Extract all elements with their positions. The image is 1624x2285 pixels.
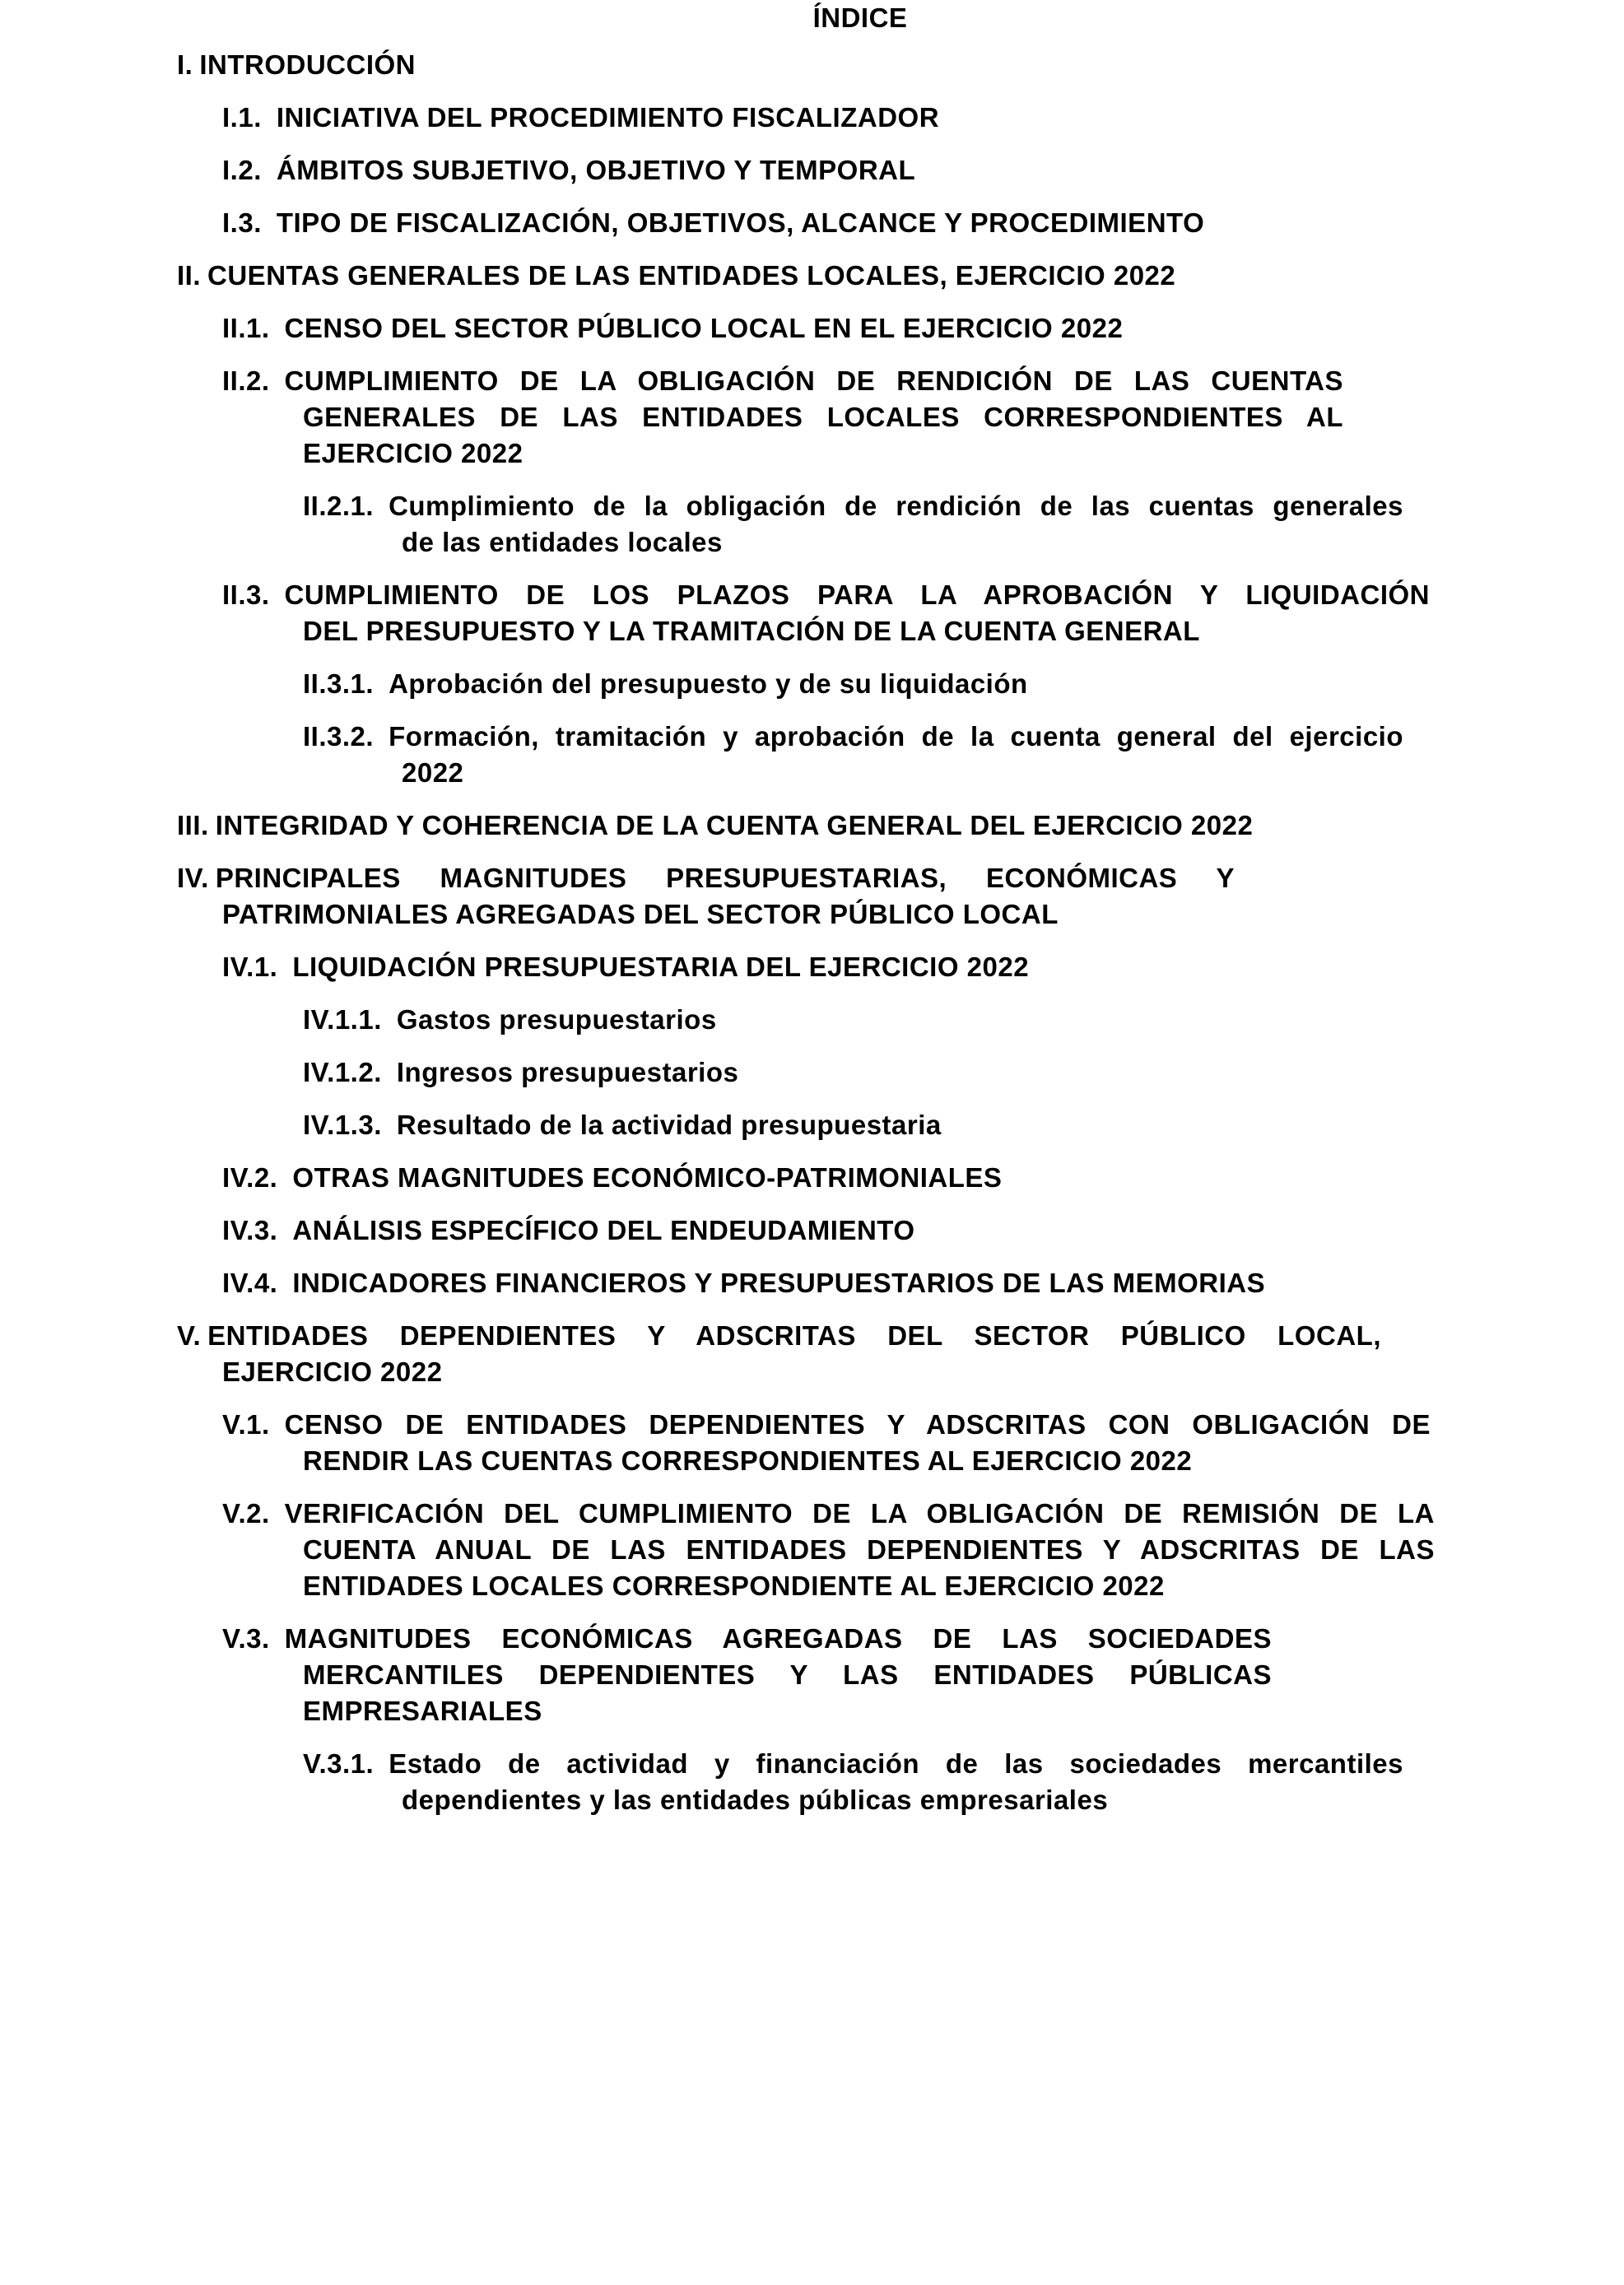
toc-entry-number: IV.1.1. — [303, 1004, 382, 1035]
toc-entry — [0, 100, 1624, 136]
number-text-gap — [262, 126, 277, 127]
toc-entry-number: II. — [177, 260, 202, 291]
toc-entry-line-first — [222, 577, 1430, 613]
toc-entry-number: V.2. — [222, 1498, 270, 1529]
toc-entry-line: 2022 — [402, 757, 464, 788]
toc-entry-text: Resultado de la actividad presupuestaria — [396, 1110, 942, 1140]
toc-entry-number: III. — [177, 810, 209, 840]
toc-entry-number: I.1. — [222, 102, 262, 133]
toc-entry — [0, 205, 1624, 241]
toc-entry-line-first — [222, 205, 1624, 241]
toc-entry-text: CUMPLIMIENTO DE LA OBLIGACIÓN DE RENDICIÓN DE LAS CUENTAS — [284, 365, 1343, 396]
number-text-gap — [374, 514, 389, 515]
toc-entry-text: Cumplimiento de la obligación de rendición de las cuentas generales — [389, 491, 1403, 521]
toc-entry-text: TIPO DE FISCALIZACIÓN, OBJETIVOS, ALCANCE Y PROCEDIMIENTO — [276, 207, 1205, 238]
toc-entry-line-first — [303, 488, 1403, 524]
toc-entry-line-first — [222, 100, 1624, 136]
number-text-gap — [382, 1081, 397, 1082]
number-text-gap — [201, 1344, 207, 1345]
toc-entry-text: INICIATIVA DEL PROCEDIMIENTO FISCALIZADOR — [276, 102, 940, 133]
toc-entry-number: II.2. — [222, 365, 270, 396]
toc-entry-line-first — [303, 1054, 1624, 1091]
toc-entry-line-first — [303, 1746, 1403, 1782]
toc-entry — [0, 1318, 1624, 1390]
toc-entry-line: GENERALES DE LAS ENTIDADES LOCALES CORRESPONDIENTES AL — [303, 402, 1343, 432]
toc-entry-text: Estado de actividad y financiación de las sociedades mercantiles — [389, 1748, 1403, 1779]
toc-entry-text: INTRODUCCIÓN — [199, 49, 416, 80]
toc-entry-number: IV.1.2. — [303, 1057, 382, 1087]
toc-entry — [0, 488, 1624, 561]
toc-entry-line-first — [222, 152, 1624, 188]
toc-entry-line-first — [303, 1107, 1624, 1143]
toc-entry-number: I. — [177, 49, 193, 80]
toc-entry-text: OTRAS MAGNITUDES ECONÓMICO-PATRIMONIALES — [292, 1162, 1003, 1193]
number-text-gap — [209, 834, 216, 835]
toc-entry — [0, 1265, 1624, 1301]
toc-entry-text: Ingresos presupuestarios — [396, 1057, 739, 1087]
toc-entry-number: IV.1.3. — [303, 1110, 382, 1140]
number-text-gap — [277, 1186, 292, 1187]
toc-entry-line-first — [177, 1318, 1381, 1354]
toc-entry-text: CUMPLIMIENTO DE LOS PLAZOS PARA LA APROBACIÓN Y LIQUIDACIÓN — [284, 579, 1430, 610]
toc-entry-text: Aprobación del presupuesto y de su liquidación — [389, 668, 1028, 699]
toc-entry-line-first — [303, 666, 1624, 702]
toc-entry-text: CENSO DE ENTIDADES DEPENDIENTES Y ADSCRITAS CON OBLIGACIÓN DE — [284, 1409, 1431, 1440]
toc-entry — [0, 258, 1624, 294]
toc-entry-text: Formación, tramitación y aprobación de la cuenta general del ejercicio — [389, 721, 1403, 752]
toc-entry-line: DEL PRESUPUESTO Y LA TRAMITACIÓN DE LA CUENTA GENERAL — [303, 616, 1200, 646]
number-text-gap — [382, 1028, 397, 1029]
toc-entry-line: EJERCICIO 2022 — [222, 1357, 443, 1387]
toc-entry — [0, 1002, 1624, 1038]
toc-entry-line-first — [222, 1160, 1624, 1196]
toc-entry — [0, 1407, 1624, 1479]
toc-entry-line-first — [222, 1496, 1435, 1532]
number-text-gap — [277, 975, 292, 976]
toc-entry — [0, 860, 1624, 933]
number-text-gap — [201, 284, 207, 285]
toc-entry-line: PATRIMONIALES AGREGADAS DEL SECTOR PÚBLICO LOCAL — [222, 899, 1059, 929]
number-text-gap — [270, 1647, 285, 1648]
toc-entry-text: PRINCIPALES MAGNITUDES PRESUPUESTARIAS, ECONÓMICAS Y — [215, 863, 1235, 893]
toc-entry-line-first — [222, 949, 1624, 985]
number-text-gap — [277, 1291, 292, 1292]
toc-entry-line: CUENTA ANUAL DE LAS ENTIDADES DEPENDIENTES Y ADSCRITAS DE LAS — [303, 1534, 1435, 1565]
toc-entry-number: II.3.1. — [303, 668, 375, 699]
toc-entry — [0, 152, 1624, 188]
toc-entry-number: V.3. — [222, 1623, 270, 1654]
toc-entry-number: I.3. — [222, 207, 262, 238]
toc-entry-line-first — [177, 807, 1624, 844]
toc-entry — [0, 1054, 1624, 1091]
number-text-gap — [270, 603, 285, 604]
toc-entry-text: ENTIDADES DEPENDIENTES Y ADSCRITAS DEL SECTOR PÚBLICO LOCAL, — [207, 1320, 1381, 1351]
toc-entry-line-first — [177, 258, 1624, 294]
toc-entry-line-first — [222, 310, 1624, 347]
toc-entry-number: IV. — [177, 863, 209, 893]
toc-entry — [0, 1621, 1624, 1729]
toc-entry-number: V. — [177, 1320, 202, 1351]
toc-entry-text: CENSO DEL SECTOR PÚBLICO LOCAL EN EL EJERCICIO 2022 — [284, 313, 1124, 343]
number-text-gap — [374, 1772, 389, 1773]
toc-entry-text: INTEGRIDAD Y COHERENCIA DE LA CUENTA GENERAL DEL EJERCICIO 2022 — [215, 810, 1254, 840]
number-text-gap — [374, 745, 389, 746]
toc-entry-text: CUENTAS GENERALES DE LAS ENTIDADES LOCALES, EJERCICIO 2022 — [207, 260, 1176, 291]
toc-entry — [0, 47, 1624, 83]
toc-entry-text: ANÁLISIS ESPECÍFICO DEL ENDEUDAMIENTO — [292, 1215, 915, 1245]
toc-entry-line: EJERCICIO 2022 — [303, 438, 523, 468]
toc-entry-line: EMPRESARIALES — [303, 1696, 542, 1726]
toc-entry-number: IV.1. — [222, 952, 278, 982]
toc-entry-line-first — [303, 1002, 1624, 1038]
toc-entry-number: II.2.1. — [303, 491, 375, 521]
toc-entry — [0, 1212, 1624, 1249]
number-text-gap — [277, 1239, 292, 1240]
toc-entry-number: II.3.2. — [303, 721, 375, 752]
number-text-gap — [374, 692, 389, 693]
toc-entry-line-first — [177, 47, 1624, 83]
number-text-gap — [262, 231, 277, 232]
toc-entry — [0, 1496, 1624, 1604]
toc-entry-line: MERCANTILES DEPENDIENTES Y LAS ENTIDADES PÚBLICAS — [303, 1659, 1272, 1690]
toc-entry-number: IV.2. — [222, 1162, 278, 1193]
toc-entry-number: V.3.1. — [303, 1748, 375, 1779]
toc-entry-number: V.1. — [222, 1409, 270, 1440]
toc-entry-line-first — [222, 1265, 1624, 1301]
toc-entry — [0, 1107, 1624, 1143]
toc-entry — [0, 719, 1624, 791]
toc-entry — [0, 363, 1624, 472]
toc-entry-text: INDICADORES FINANCIEROS Y PRESUPUESTARIOS DE LAS MEMORIAS — [292, 1268, 1266, 1298]
toc-entry-text: LIQUIDACIÓN PRESUPUESTARIA DEL EJERCICIO 2022 — [292, 952, 1030, 982]
toc-entry-text: MAGNITUDES ECONÓMICAS AGREGADAS DE LAS SOCIEDADES — [284, 1623, 1272, 1654]
toc-entry — [0, 1746, 1624, 1818]
toc-entry-line: RENDIR LAS CUENTAS CORRESPONDIENTES AL EJERCICIO 2022 — [303, 1445, 1193, 1476]
number-text-gap — [270, 1433, 285, 1434]
toc-entry-line: dependientes y las entidades públicas empresariales — [402, 1785, 1109, 1815]
toc-entry-number: I.2. — [222, 155, 262, 185]
toc-entry-line-first — [222, 363, 1343, 399]
toc-entry-line-first — [177, 860, 1235, 896]
toc-entry-line: de las entidades locales — [402, 527, 723, 557]
toc-entry-text: ÁMBITOS SUBJETIVO, OBJETIVO Y TEMPORAL — [276, 155, 916, 185]
toc-entry-line-first — [303, 719, 1403, 755]
toc-entry — [0, 949, 1624, 985]
number-text-gap — [270, 1522, 285, 1523]
toc-entry-number: II.3. — [222, 579, 270, 610]
toc-entry-number: II.1. — [222, 313, 270, 343]
toc-entry-number: IV.3. — [222, 1215, 278, 1245]
toc-entry-number: IV.4. — [222, 1268, 278, 1298]
toc-entry — [0, 666, 1624, 702]
toc-entry — [0, 310, 1624, 347]
toc-entry-line-first — [222, 1407, 1431, 1443]
toc-entry-line: ENTIDADES LOCALES CORRESPONDIENTE AL EJERCICIO 2022 — [303, 1571, 1165, 1601]
toc-entry — [0, 1160, 1624, 1196]
toc-entry-line-first — [222, 1212, 1624, 1249]
toc-entry-text: VERIFICACIÓN DEL CUMPLIMIENTO DE LA OBLIGACIÓN DE REMISIÓN DE LA — [284, 1498, 1435, 1529]
page-title: ÍNDICE — [812, 2, 908, 33]
toc-entry — [0, 807, 1624, 844]
number-text-gap — [270, 389, 285, 390]
toc-entry-line-first — [222, 1621, 1272, 1657]
number-text-gap — [382, 1133, 397, 1134]
toc-entry-text: Gastos presupuestarios — [396, 1004, 717, 1035]
toc-entry — [0, 577, 1624, 649]
